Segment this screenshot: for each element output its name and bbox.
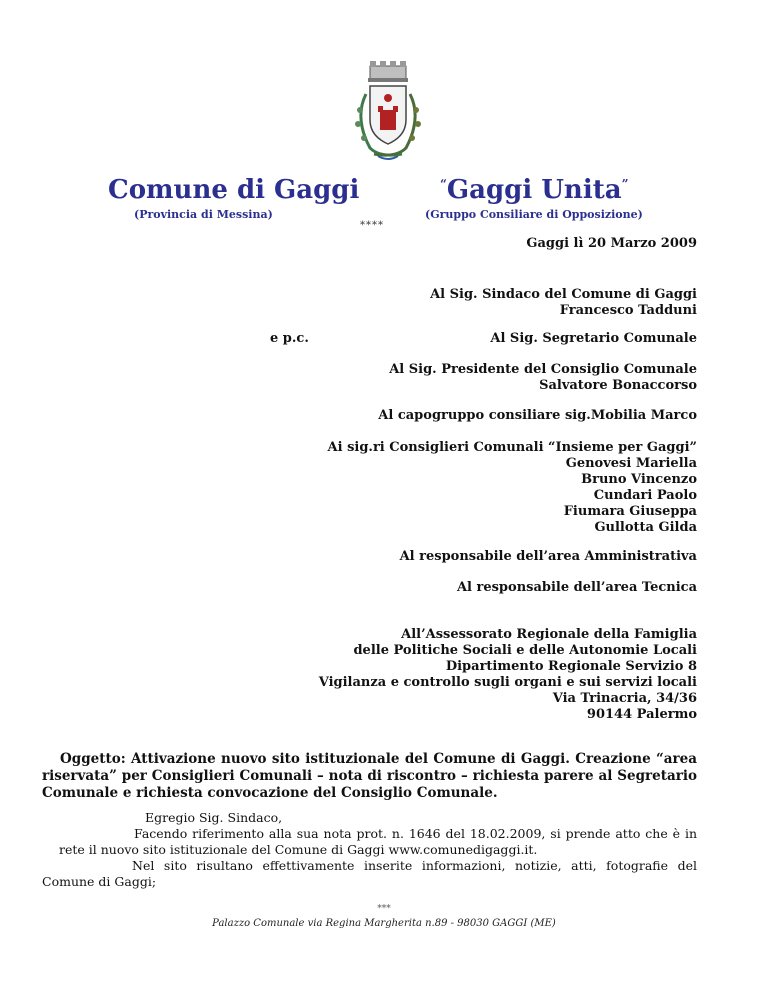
recipient-line: Via Trinacria, 34/36 (552, 691, 697, 706)
right-title-block (440, 175, 628, 205)
recipient-segretario: Al Sig. Segretario Comunale (490, 331, 697, 346)
recipient-line: All’Assessorato Regionale della Famiglia (401, 627, 697, 642)
recipient-line: Vigilanza e controllo sugli organi e sui servizi locali (318, 675, 697, 690)
greeting: Egregio Sig. Sindaco, (145, 810, 283, 825)
recipient-line: Bruno Vincenzo (581, 472, 697, 487)
header-separator: **** (360, 220, 384, 231)
recipient-line: Al Sig. Presidente del Consiglio Comunale (389, 362, 697, 377)
recipient-line: Dipartimento Regionale Servizio 8 (445, 659, 697, 674)
body-paragraph-2: Nel sito risultano effettivamente inserite informazioni, notizie, atti, fotografie del Comune di Gaggi; (42, 858, 697, 889)
recipient-line: Ai sig.ri Consiglieri Comunali “Insieme per Gaggi” (327, 440, 697, 455)
recipient-line: Francesco Tadduni (559, 303, 697, 318)
letter-subject: Oggetto: Attivazione nuovo sito istituzionale del Comune di Gaggi. Creazione “area riservata” per Consiglieri Comunali – nota di riscontro – richiesta parere al Segretario Comunale e richiesta convocazione del Consiglio Comunale. (42, 751, 697, 801)
left-subtitle: (Provincia di Messina) (134, 208, 273, 221)
municipal-crest-icon (340, 58, 436, 168)
recipient-consiglieri (328, 440, 697, 536)
recipient-presidente (389, 362, 697, 394)
recipient-line: delle Politiche Sociali e delle Autonomie Locali (353, 643, 697, 658)
recipient-line: Salvatore Bonaccorso (539, 378, 697, 393)
footer-address: Palazzo Comunale via Regina Margherita n.89 - 98030 GAGGI (ME) (212, 918, 556, 929)
letter-body (42, 810, 697, 890)
recipient-line: 90144 Palermo (586, 707, 697, 722)
footer-separator: *** (377, 904, 391, 914)
recipient-line: Fiumara Giuseppa (563, 504, 697, 519)
recipient-line: Al Sig. Sindaco del Comune di Gaggi (430, 287, 697, 302)
recipient-amministrativa: Al responsabile dell’area Amministrativa (399, 549, 697, 564)
recipient-line: Cundari Paolo (593, 488, 697, 503)
recipient-tecnica: Al responsabile dell’area Tecnica (456, 580, 697, 595)
close-quote: ” (621, 177, 629, 191)
right-subtitle: (Gruppo Consiliare di Opposizione) (425, 208, 643, 221)
recipient-capogruppo: Al capogruppo consiliare sig.Mobilia Marco (378, 408, 697, 423)
right-title: Gaggi Unita (446, 175, 622, 205)
recipient-sindaco (430, 287, 697, 319)
recipient-line: Genovesi Mariella (565, 456, 697, 471)
epc-label: e p.c. (270, 331, 309, 346)
recipient-assessorato (319, 627, 697, 723)
body-paragraph-1: Facendo riferimento alla sua nota prot. n. 1646 del 18.02.2009, si prende atto che è in rete il nuovo sito istituzionale del Comune di Gaggi www.comunedigaggi.it. (59, 826, 697, 857)
open-quote: “ (440, 177, 447, 191)
letter-date: Gaggi lì 20 Marzo 2009 (526, 236, 697, 251)
recipient-line: Gullotta Gilda (594, 520, 697, 535)
left-title: Comune di Gaggi (108, 175, 360, 205)
